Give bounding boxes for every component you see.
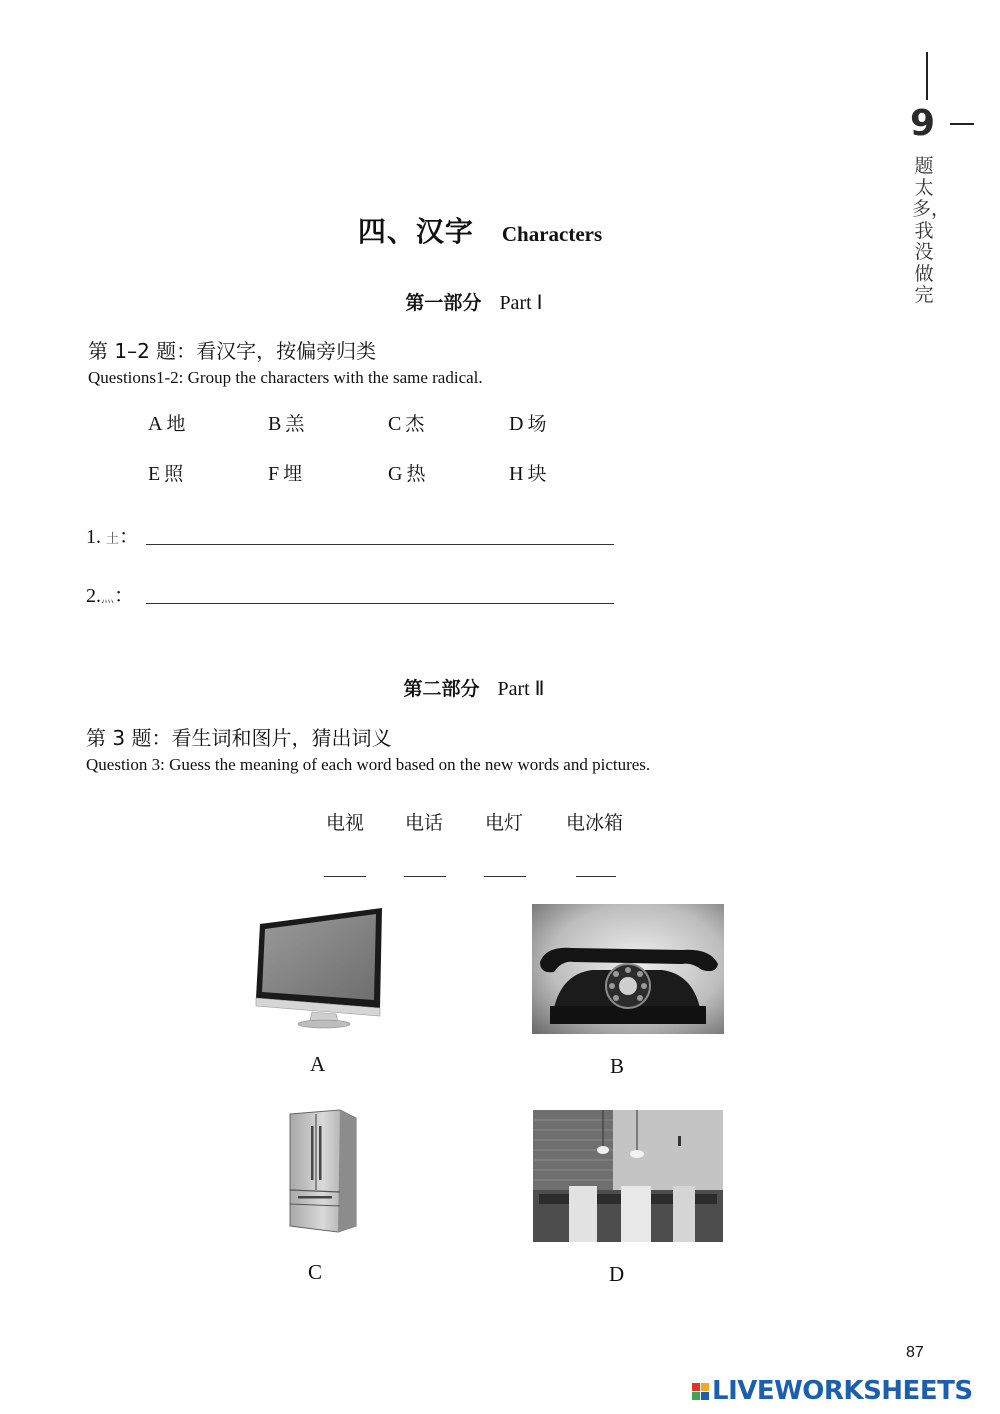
part2-question-cn: 第 3 题：看生词和图片，猜出词义 — [86, 726, 392, 750]
part1-heading — [0, 288, 948, 315]
lesson-number: 9 — [910, 103, 936, 144]
liveworksheets-logo-icon — [692, 1383, 709, 1400]
radical-fire: 灬 — [101, 591, 115, 606]
section-title — [0, 210, 960, 250]
watermark-text: LIVEWORKSHEETS — [712, 1376, 973, 1406]
part1-heading-cn: 第一部分 — [405, 292, 482, 314]
blank-tv[interactable] — [324, 876, 366, 877]
part2-heading — [0, 674, 948, 701]
blank-telephone[interactable] — [404, 876, 446, 877]
part1-question-cn: 第 1–2 题：看汉字，按偏旁归类 — [88, 339, 377, 363]
part2-heading-en: Part Ⅱ — [497, 678, 545, 700]
side-tab-dash — [950, 123, 974, 125]
answer-row-1: 1. 土： — [86, 526, 140, 548]
part1-question-en: Questions1-2: Group the characters with the same radical. — [88, 368, 483, 387]
choice-a: A 地 — [148, 413, 186, 435]
answer-blank-1[interactable] — [146, 544, 614, 545]
section-title-en: Characters — [501, 222, 603, 246]
word-lamp: 电灯 — [485, 812, 524, 834]
choice-f: F 埋 — [268, 463, 303, 485]
radical-earth: 土 — [106, 532, 120, 547]
word-telephone: 电话 — [405, 812, 444, 834]
part1-heading-en: Part Ⅰ — [499, 292, 543, 314]
picture-c-fridge — [286, 1108, 358, 1234]
picture-label-b: B — [610, 1054, 625, 1078]
choice-d: D 场 — [509, 413, 547, 435]
lesson-title-vertical: 题太多，我没做完 — [912, 155, 951, 306]
page-number: 87 — [906, 1344, 924, 1361]
choice-b: B 羔 — [268, 413, 305, 435]
blank-fridge[interactable] — [576, 876, 616, 877]
picture-label-c: C — [308, 1260, 323, 1284]
section-title-cn: 四、汉字 — [357, 215, 474, 248]
word-tv: 电视 — [326, 812, 365, 834]
part2-heading-cn: 第二部分 — [403, 678, 480, 700]
picture-b-telephone — [532, 904, 724, 1034]
picture-label-d: D — [609, 1262, 625, 1286]
liveworksheets-watermark — [692, 1376, 973, 1406]
picture-d-lamps-room — [533, 1110, 723, 1242]
answer-row-2: 2.灬： — [86, 585, 135, 607]
word-fridge: 电冰箱 — [566, 812, 624, 834]
choice-g: G 热 — [388, 463, 426, 485]
picture-label-a: A — [310, 1052, 326, 1076]
choice-e: E 照 — [148, 463, 184, 485]
choice-h: H 块 — [509, 463, 547, 485]
side-tab-top-line — [926, 52, 928, 100]
blank-lamp[interactable] — [484, 876, 526, 877]
picture-a-monitor — [252, 904, 386, 1032]
part2-question-en: Question 3: Guess the meaning of each word based on the new words and pictures. — [86, 755, 651, 774]
answer-blank-2[interactable] — [146, 603, 614, 604]
choice-c: C 杰 — [388, 413, 425, 435]
